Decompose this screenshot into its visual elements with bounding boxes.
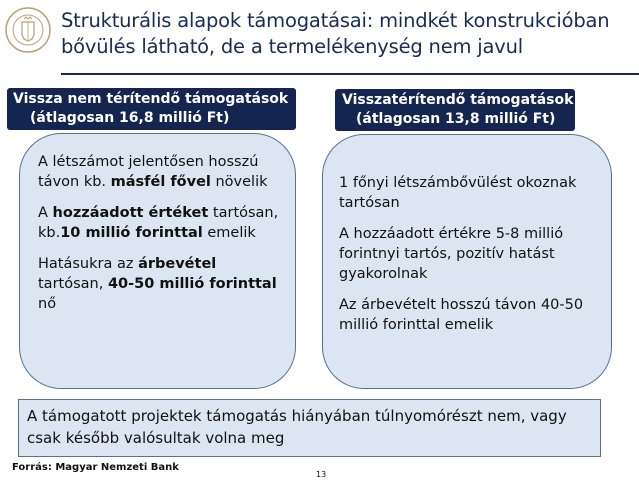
conclusion-box: [18, 399, 601, 457]
effect-revenue: [38, 254, 281, 314]
effect-text: tartósan, kb.: [38, 205, 279, 241]
effect-text: A: [38, 205, 53, 221]
refundable-header: [335, 89, 575, 131]
effect-headcount: [38, 152, 281, 192]
effect-value-added: A hozzáadott értékre 5-8 millió forintnyi tartós, pozitív hatást gyakorolnak: [339, 226, 564, 282]
effect-text: Hatásukra az: [38, 256, 139, 272]
slide-title-line2: bővülés látható, de a termelékenység nem javul: [61, 35, 523, 58]
page-number: 13: [316, 470, 327, 479]
effect-emphasis: másfél fővel: [110, 174, 211, 190]
refundable-header-average: (átlagosan 13,8 millió Ft): [356, 111, 556, 127]
effect-text: nő: [38, 296, 57, 312]
effect-headcount: 1 főnyi létszámbővülést okoznak tartósan: [339, 175, 577, 211]
effect-text: tartósan,: [38, 276, 108, 292]
effect-text: A létszámot jelentősen hosszú távon kb.: [38, 154, 259, 190]
slide-title: [61, 8, 636, 60]
effect-text: emelik: [202, 225, 256, 241]
mnb-seal-logo: [4, 6, 52, 54]
effect-emphasis: 40-50 millió forinttal: [107, 276, 277, 292]
effect-emphasis: árbevétel: [138, 256, 217, 272]
effect-revenue: Az árbevételt hosszú távon 40-50 millió forinttal emelik: [339, 297, 584, 333]
effect-text: növelik: [210, 174, 268, 190]
title-divider: [61, 73, 639, 75]
non-refundable-header: [7, 88, 296, 130]
slide-title-line1: Strukturális alapok támogatásai: mindkét konstrukcióban: [61, 9, 610, 32]
effect-value-added: [38, 203, 281, 243]
effect-emphasis: hozzáadott értéket: [52, 205, 209, 221]
conclusion-text: A támogatott projektek támogatás hiányában túlnyomórészt nem, vagy csak később valósultak volna meg: [27, 407, 567, 447]
non-refundable-header-average: (átlagosan 16,8 millió Ft): [30, 110, 230, 126]
source-note: Forrás: Magyar Nemzeti Bank: [12, 462, 179, 473]
refundable-header-title: Visszatérítendő támogatások: [342, 92, 574, 108]
refundable-effects-card: [322, 134, 612, 389]
non-refundable-effects-card: [19, 133, 296, 389]
effect-emphasis: 10 millió forinttal: [60, 225, 203, 241]
non-refundable-header-title: Vissza nem térítendő támogatások: [13, 91, 289, 107]
